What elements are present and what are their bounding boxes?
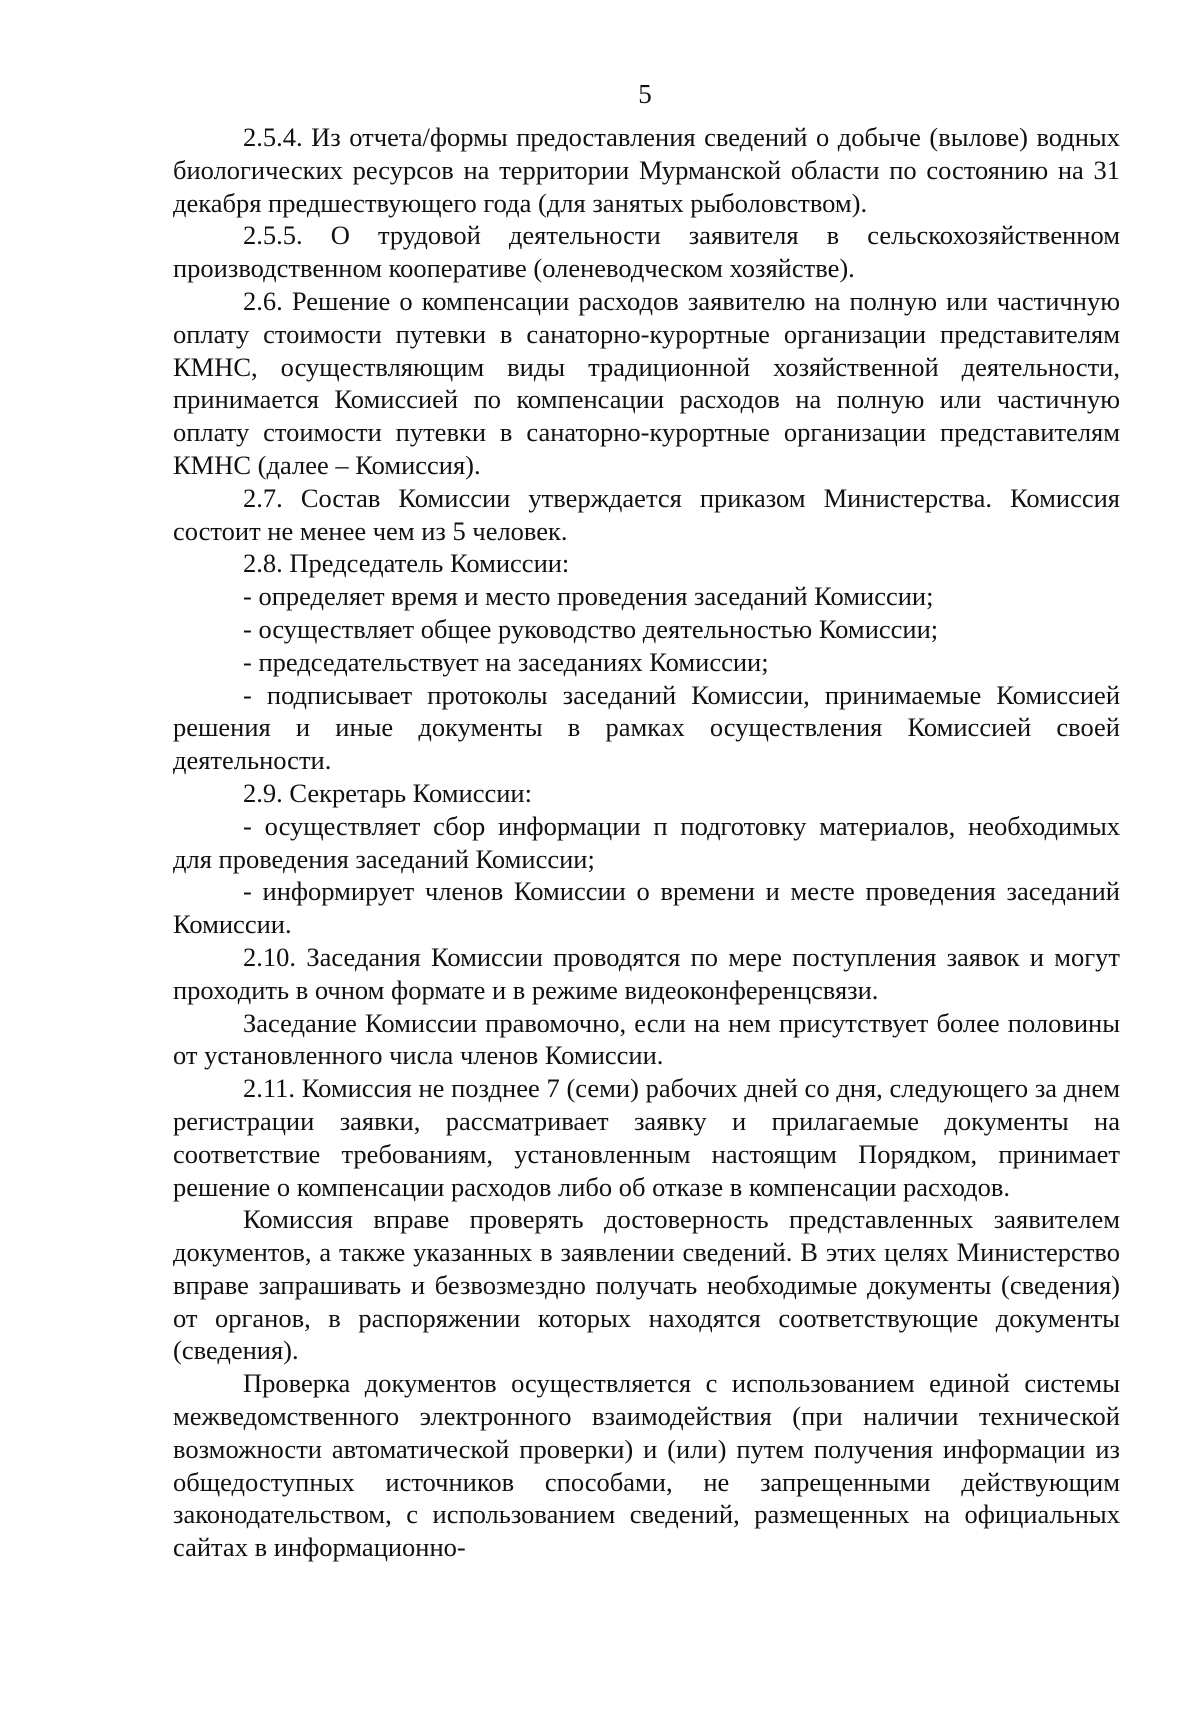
paragraph-quorum: Заседание Комиссии правомочно, если на нем присутствует более половины от установленного числа членов Комиссии. xyxy=(173,1007,1120,1071)
paragraph-verification-method: Проверка документов осуществляется с использованием единой системы межведомственного электронного взаимодействия (при наличии технической возможности автоматической проверки) и (или) путем получения информации из общедоступных источников способами, не запрещенными действующим законодательством, с использованием сведений, размещенных на официальных сайтах в информационно- xyxy=(173,1368,1120,1563)
paragraph-2-5-5: 2.5.5. О трудовой деятельности заявителя в сельскохозяйственном производственном кооперативе (оленеводческом хозяйстве). xyxy=(173,220,1120,284)
document-body xyxy=(173,121,1120,1564)
paragraph-2-10: 2.10. Заседания Комиссии проводятся по мере поступления заявок и могут проходить в очном формате и в режиме видеоконференцсвязи. xyxy=(173,941,1120,1005)
paragraph-verification-right: Комиссия вправе проверять достоверность представленных заявителем документов, а также указанных в заявлении сведений. В этих целях Министерство вправе запрашивать и безвозмездно получать необходимые документы (сведения) от органов, в распоряжении которых находятся соответствующие документы (сведения). xyxy=(173,1204,1120,1366)
page-number: 5 xyxy=(638,79,652,109)
list-item-chair-3: - председательствует на заседаниях Комиссии; xyxy=(243,646,769,677)
paragraph-2-7: 2.7. Состав Комиссии утверждается приказом Министерства. Комиссия состоит не менее чем из 5 человек. xyxy=(173,482,1120,546)
list-item-chair-1: - определяет время и место проведения заседаний Комиссии; xyxy=(243,581,934,612)
paragraph-2-5-4: 2.5.4. Из отчета/формы предоставления сведений о добыче (вылове) водных биологических ресурсов на территории Мурманской области по состоянию на 31 декабря предшествующего года (для занятых рыболовством). xyxy=(173,122,1120,218)
paragraph-2-6: 2.6. Решение о компенсации расходов заявителю на полную или частичную оплату стоимости путевки в санаторно-курортные организации представителям КМНС, осуществляющим виды традиционной хозяйственной деятельности, принимается Комиссией по компенсации расходов на полную или частичную оплату стоимости путевки в санаторно-курортные организации представителям КМНС (далее – Комиссия). xyxy=(173,285,1120,480)
paragraph-2-9: 2.9. Секретарь Комиссии: xyxy=(243,777,532,808)
paragraph-2-8: 2.8. Председатель Комиссии: xyxy=(243,548,570,579)
list-item-secretary-2: - информирует членов Комиссии о времени и месте проведения заседаний Комиссии. xyxy=(173,876,1120,940)
paragraph-2-11: 2.11. Комиссия не позднее 7 (семи) рабочих дней со дня, следующего за днем регистрации заявки, рассматривает заявку и прилагаемые документы на соответствие требованиям, установленным настоящим Порядком, принимает решение о компенсации расходов либо об отказе в компенсации расходов. xyxy=(173,1073,1120,1202)
list-item-chair-2: - осуществляет общее руководство деятельностью Комиссии; xyxy=(243,613,939,644)
list-item-chair-4: - подписывает протоколы заседаний Комиссии, принимаемые Комиссией решения и иные документы в рамках осуществления Комиссией своей деятельности. xyxy=(173,679,1120,776)
list-item-secretary-1: - осуществляет сбор информации п подготовку материалов, необходимых для проведения заседаний Комиссии; xyxy=(173,810,1120,874)
